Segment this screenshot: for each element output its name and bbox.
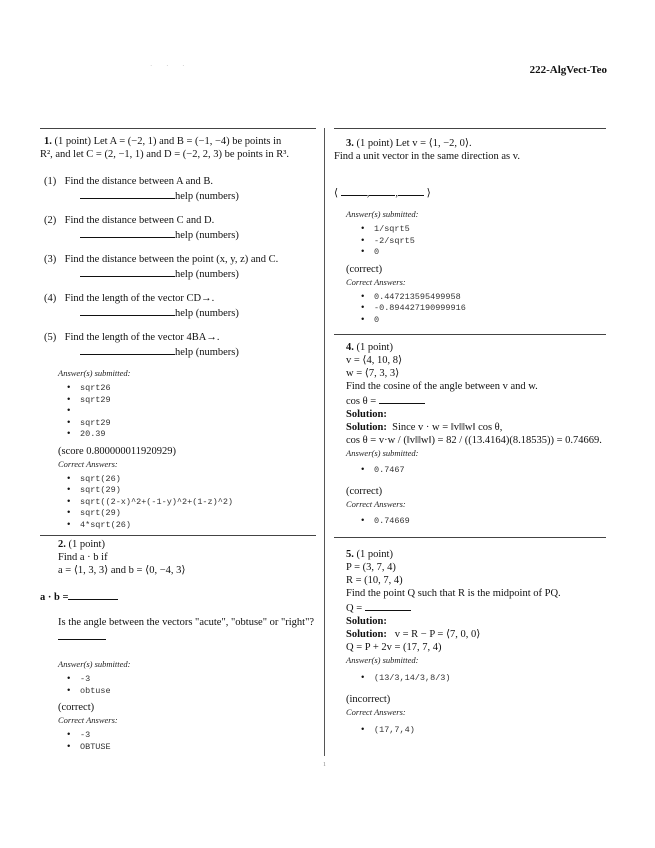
part-2 (40, 214, 316, 242)
solution-text: Since v · w = ‖v‖‖w‖ cos θ, (392, 422, 503, 433)
answer-input-5[interactable] (80, 344, 175, 355)
vector-input-2[interactable] (369, 185, 395, 196)
part-text: Find the length of the vector 4BA→. (64, 332, 220, 343)
submitted-label: Answer(s) submitted: (346, 448, 419, 458)
vector-input-1[interactable] (341, 185, 367, 196)
help-link[interactable]: help (numbers) (175, 230, 239, 241)
correct-list (346, 516, 606, 528)
list-item: • obtuse (80, 686, 316, 698)
answer-input-2[interactable] (80, 227, 175, 238)
column-divider (324, 128, 325, 756)
correct-list (334, 292, 606, 327)
list-item: • 20.39 (80, 429, 316, 441)
question-text: Find the point Q such that R is the midpoint of PQ. (346, 588, 561, 599)
page-number: 1 (323, 762, 326, 768)
submitted-list (346, 465, 606, 477)
vector-input-3[interactable] (398, 185, 424, 196)
part-label: (2) (44, 215, 57, 226)
list-item: • 1/sqrt5 (374, 224, 606, 236)
submitted-label: Answer(s) submitted: (58, 659, 131, 669)
submitted-list (334, 224, 606, 259)
part-3 (40, 253, 316, 281)
problem-1 (40, 128, 316, 531)
problem-number: 5. (346, 549, 354, 560)
list-item: • sqrt(26) (80, 474, 316, 486)
problem-line-1: Let v = ⟨1, −2, 0⟩. (395, 138, 472, 149)
dot-answer-input[interactable] (68, 589, 118, 600)
solution-label: Solution: (346, 422, 387, 433)
list-item: • sqrt(29) (80, 485, 316, 497)
problem-5 (334, 537, 606, 736)
part-5 (40, 331, 316, 359)
status-text: (correct) (346, 263, 383, 275)
problem-points: (1 point) (356, 342, 393, 353)
problem-intro: Let A = (−2, 1) and B = (−1, −4) be points in (93, 136, 282, 147)
part-label: (4) (44, 293, 57, 304)
list-item: • 0 (374, 315, 606, 327)
answer-input-3[interactable] (80, 266, 175, 277)
problem-number: 2. (58, 539, 66, 550)
part-label: (1) (44, 176, 57, 187)
list-item: • sqrt29 (80, 418, 316, 430)
part-label: (3) (44, 254, 57, 265)
list-item: • (13/3,14/3,8/3) (374, 673, 606, 685)
solution-text: v = R − P = ⟨7, 0, 0⟩ (394, 629, 481, 640)
vector-open: ⟨ (334, 188, 339, 199)
question-text: Find the cosine of the angle between v and w. (346, 381, 538, 392)
submitted-list (346, 673, 606, 685)
list-item: • 0.74669 (374, 516, 606, 528)
cos-label: cos θ = (346, 396, 377, 407)
part-text: Find the length of the vector CD→. (64, 293, 215, 304)
vector-w: w = ⟨7, 3, 3⟩ (346, 368, 400, 379)
help-link[interactable]: help (numbers) (175, 308, 239, 319)
help-link[interactable]: help (numbers) (175, 269, 239, 280)
help-link[interactable]: help (numbers) (175, 347, 239, 358)
problem-points: (1 point) (54, 136, 91, 147)
submitted-list (40, 674, 316, 697)
submitted-label: Answer(s) submitted: (58, 368, 131, 378)
point-r: R = (10, 7, 4) (346, 575, 403, 586)
list-item: • -3 (80, 674, 316, 686)
angle-answer-input[interactable] (58, 629, 106, 640)
list-item: • sqrt(29) (80, 508, 316, 520)
solution-result: Q = P + 2v = (17, 7, 4) (346, 642, 442, 653)
problem-2 (40, 535, 316, 753)
part-label: (5) (44, 332, 57, 343)
document-title: 222-AlgVect-Teo (529, 64, 607, 76)
solution-heading: Solution: (346, 409, 387, 420)
vector-close: ⟩ (426, 188, 431, 199)
dot-label: a · b = (40, 592, 69, 603)
list-item: • 4*sqrt(26) (80, 520, 316, 532)
status-text: (incorrect) (346, 693, 391, 705)
correct-label: Correct Answers: (346, 276, 406, 287)
list-item (80, 406, 316, 418)
part-text: Find the distance between the point (x, y, z) and C. (64, 254, 279, 265)
list-item: • -3 (80, 730, 316, 742)
list-item: • (17,7,4) (374, 725, 606, 737)
submitted-label: Answer(s) submitted: (346, 209, 419, 219)
solution-label: Solution: (346, 629, 387, 640)
problem-line-2: Find a unit vector in the same direction as v. (334, 151, 520, 162)
cos-answer-input[interactable] (379, 393, 425, 404)
list-item: • 0.7467 (374, 465, 606, 477)
correct-label: Correct Answers: (346, 706, 406, 717)
list-item: • sqrt29 (80, 395, 316, 407)
angle-question: Is the angle between the vectors "acute", "obtuse" or "right"? (58, 617, 315, 628)
correct-label: Correct Answers: (346, 498, 406, 509)
left-column (40, 128, 316, 757)
problem-3: 3. (1 point) Let v = ⟨1, −2, 0⟩. Find a unit vector in the same direction as v. ⟨ , , ⟩ Answer(s) submitted: • 1/sqrt5 • -2/sqrt5 • 0 (correct) Correct Answers: • 0.447213595499958 • -0.894427190999916 • 0 (334, 128, 606, 326)
problem-intro-2: R², and let C = (2, −1, 1) and D = (−2, 2, 3) be points in R³. (40, 149, 290, 160)
problem-4 (334, 334, 606, 527)
submitted-list (40, 383, 316, 441)
status-text: (correct) (58, 702, 95, 713)
help-link[interactable]: help (numbers) (175, 191, 239, 202)
solution-formula: cos θ = v·w / (‖v‖‖w‖) = 82 / ((13.4164)(8.18535)) = 0.74669. (346, 435, 602, 446)
correct-label: Correct Answers: (58, 458, 118, 469)
q-answer-input[interactable] (365, 600, 411, 611)
answer-input-4[interactable] (80, 305, 175, 316)
problem-points: (1 point) (356, 138, 393, 149)
list-item: • -0.894427190999916 (374, 303, 606, 315)
problem-number: 3. (346, 138, 354, 149)
problem-points: (1 point) (356, 549, 393, 560)
list-item: • -2/sqrt5 (374, 236, 606, 248)
q-label: Q = (346, 603, 363, 614)
submitted-label: Answer(s) submitted: (346, 655, 419, 665)
status-text: (correct) (346, 485, 383, 497)
list-item: • OBTUSE (80, 742, 316, 754)
problem-number: 4. (346, 342, 354, 353)
part-1 (40, 175, 316, 203)
problem-line-1: Find a · b if (58, 552, 108, 563)
point-p: P = (3, 7, 4) (346, 562, 396, 573)
faint-header-text: · · · (150, 62, 191, 70)
correct-list (40, 730, 316, 753)
score-text: (score 0.800000011920929) (58, 445, 177, 457)
solution-heading: Solution: (346, 616, 387, 627)
correct-list (346, 725, 606, 737)
problem-line-2: a = ⟨1, 3, 3⟩ and b = ⟨0, −4, 3⟩ (58, 565, 186, 576)
list-item: • sqrt((2-x)^2+(-1-y)^2+(1-z)^2) (80, 497, 316, 509)
list-item: • 0 (374, 247, 606, 259)
part-text: Find the distance between A and B. (64, 176, 214, 187)
part-4 (40, 292, 316, 320)
list-item: • sqrt26 (80, 383, 316, 395)
problem-points: (1 point) (68, 539, 105, 550)
answer-input-1[interactable] (80, 188, 175, 199)
correct-label: Correct Answers: (58, 715, 118, 725)
vector-v: v = ⟨4, 10, 8⟩ (346, 355, 403, 366)
correct-list (40, 474, 316, 532)
list-item: • 0.447213595499958 (374, 292, 606, 304)
problem-number: 1. (44, 136, 52, 147)
right-column (334, 128, 606, 740)
part-text: Find the distance between C and D. (64, 215, 215, 226)
